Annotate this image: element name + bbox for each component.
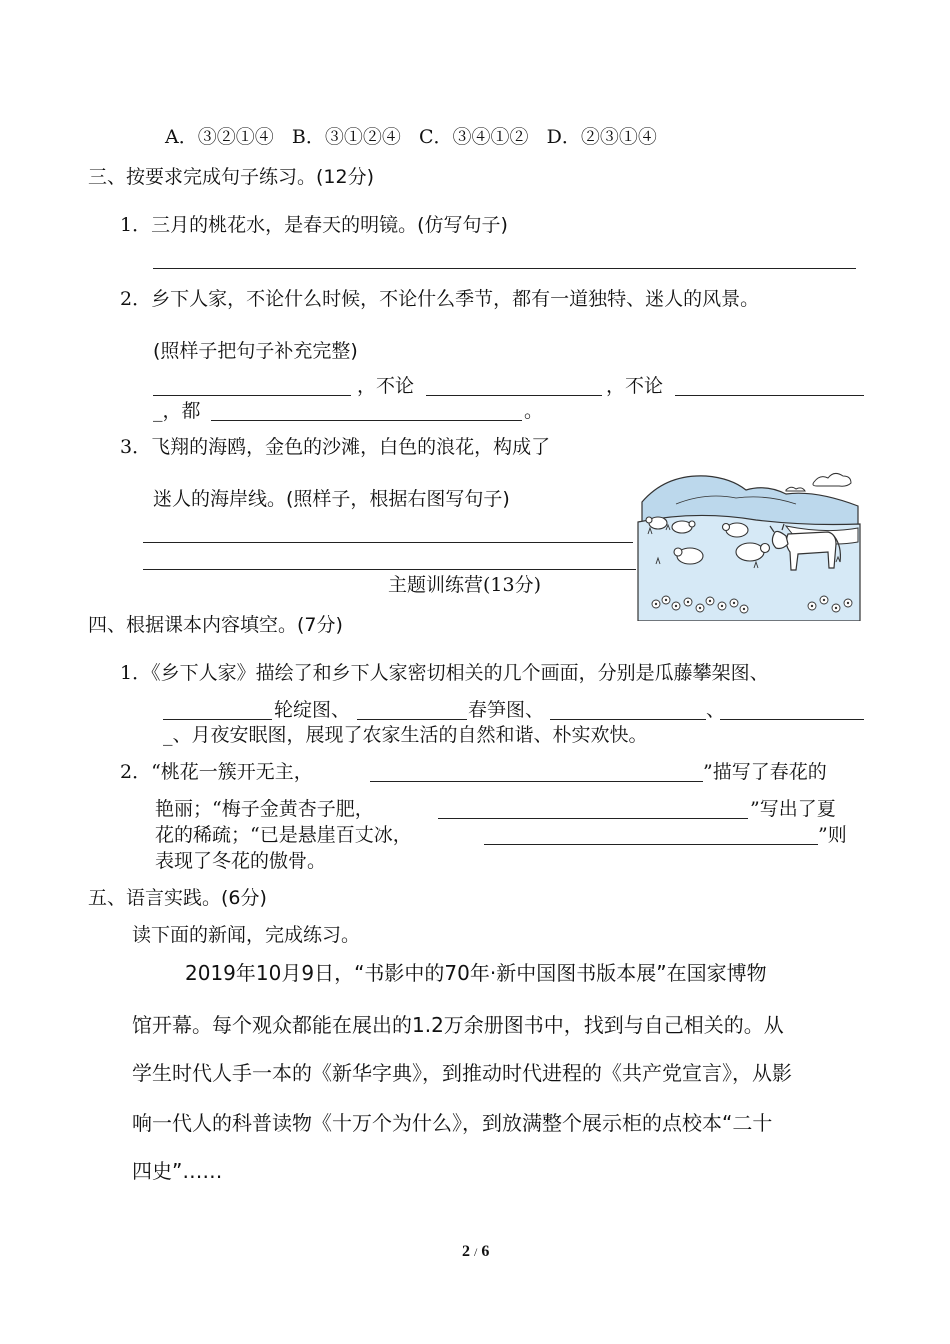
q3-1-text: 三月的桃花水，是春天的明镜。: [151, 214, 418, 236]
news-passage-line-3: 学生时代人手一本的《新华字典》，到推动时代进程的《共产党宣言》，从影: [132, 1061, 792, 1085]
q4-2-l4: 表现了冬花的傲骨。: [155, 850, 327, 872]
section-5-title: 五、语言实践。(6分): [88, 887, 267, 909]
news-passage-line-1: 2019年10月9日，“书影中的70年·新中国图书版本展”在国家博物: [185, 961, 767, 985]
q4-1-blank-4[interactable]: [720, 719, 864, 720]
q3-2-blank-1[interactable]: [153, 395, 351, 396]
news-passage-line-5: 四史”……: [132, 1159, 223, 1183]
q4-1-p1: 轮绽图、: [274, 699, 351, 721]
q3-3-text-line2: 迷人的海岸线。: [153, 488, 287, 510]
section-4-title: 四、根据课本内容填空。(7分): [88, 614, 343, 636]
q4-1-line3: _、月夜安眠图，展现了农家生活的自然和谐、朴实欢快。: [163, 724, 648, 746]
q4-1-blank-2[interactable]: [357, 719, 467, 720]
q3-2-line2-start: _，都: [153, 400, 201, 422]
cattle-sheep-picture: [636, 464, 862, 621]
news-passage-line-4: 响一代人的科普读物《十万个为什么》，到放满整个展示柜的点校本“二十: [132, 1111, 773, 1135]
q4-2-number: 2．: [120, 761, 152, 783]
q3-3-hint: (照样子，根据右图写句子): [286, 488, 510, 510]
q3-1-number: 1．: [120, 214, 152, 236]
grassland-illustration: [636, 464, 862, 621]
q4-2-blank-1[interactable]: [370, 781, 703, 782]
q3-2-blank-2[interactable]: [426, 395, 602, 396]
q3-3-number: 3．: [120, 436, 152, 458]
page-separator: /: [474, 1245, 478, 1259]
q3-1-hint: (仿写句子): [417, 214, 508, 236]
q4-1-blank-1[interactable]: [163, 719, 272, 720]
q4-1-line1: 《乡下人家》描绘了和乡下人家密切相关的几个画面，分别是瓜藤攀架图、: [151, 662, 769, 684]
q3-2-end: 。: [524, 400, 544, 422]
q3-2-sep-1: ，不论: [357, 375, 415, 397]
q4-2-blank-2[interactable]: [438, 818, 748, 819]
q4-1-p2: 春笋图、: [468, 699, 545, 721]
option-b: B．③①②④: [291, 126, 401, 148]
section-3-title: 三、按要求完成句子练习。(12分): [88, 166, 375, 188]
q3-2-number: 2．: [120, 288, 152, 310]
current-page: 2: [462, 1243, 470, 1260]
option-a: A．③②①④: [165, 126, 274, 148]
q4-2-l3b: ”则: [818, 824, 847, 846]
news-passage-line-2: 馆开幕。每个观众都能在展出的1.2万余册图书中，找到与自己相关的。从: [132, 1013, 784, 1037]
question-3-3: [120, 434, 550, 460]
q3-2-hint: (照样子把句子补充完整): [153, 340, 358, 362]
page-number: [462, 1243, 489, 1261]
q3-2-blank-4[interactable]: [211, 420, 522, 421]
question-3-2: [120, 286, 759, 312]
q3-2-text: 乡下人家，不论什么时候，不论什么季节，都有一道独特、迷人的风景。: [151, 288, 760, 310]
q3-2-blank-3[interactable]: [675, 395, 864, 396]
q3-2-sep-2: ，不论: [606, 375, 664, 397]
q4-1-number: 1．: [120, 662, 152, 684]
q3-3-text-line1: 飞翔的海鸥，金色的沙滩，白色的浪花，构成了: [151, 436, 551, 458]
total-pages: 6: [481, 1243, 490, 1260]
option-c: C．③④①②: [418, 126, 529, 148]
q4-1-p3: 、: [706, 699, 726, 721]
q3-3-answer-line-2[interactable]: [143, 569, 636, 570]
q4-1-blank-3[interactable]: [550, 719, 706, 720]
q4-2-l3a: 花的稀疏；“已是悬崖百丈冰，: [155, 824, 412, 846]
previous-question-options: [165, 124, 657, 150]
q4-2-l2b: ”写出了夏: [750, 798, 836, 820]
q3-1-answer-line[interactable]: [153, 268, 856, 269]
q4-2-l1b: ”描写了春花的: [703, 761, 827, 783]
question-4-2-line1: [120, 759, 313, 785]
theme-camp-label: 主题训练营(13分): [388, 574, 542, 596]
question-3-1: [120, 212, 508, 238]
option-d: D．②③①④: [546, 126, 657, 148]
section-5-instruction: 读下面的新闻，完成练习。: [132, 924, 361, 946]
q3-3-answer-line-1[interactable]: [143, 542, 633, 543]
q4-2-l1a: “桃花一簇开无主，: [151, 761, 313, 783]
q4-2-l2a: 艳丽；“梅子金黄杏子肥，: [155, 798, 374, 820]
question-4-1: [120, 660, 769, 686]
q4-2-blank-3[interactable]: [484, 844, 818, 845]
q3-3-line2: [153, 486, 510, 512]
